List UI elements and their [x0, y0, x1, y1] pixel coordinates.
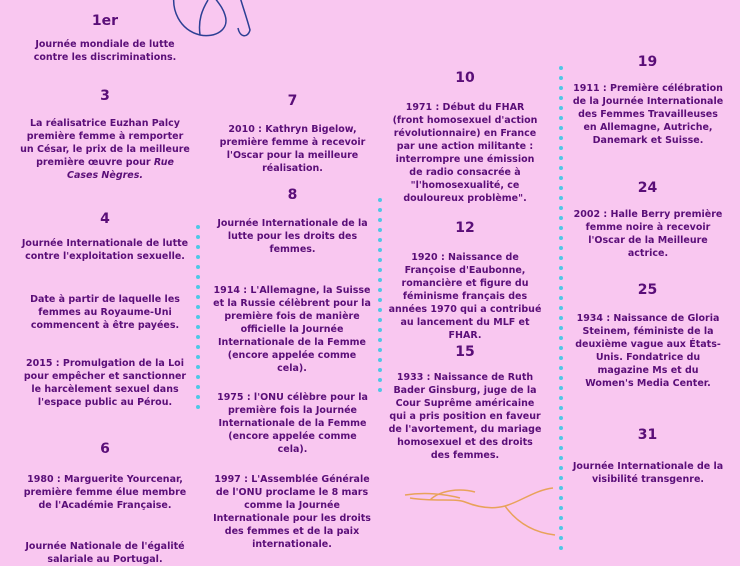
event-text: 2015 : Promulgation de la Loi pour empêcher et sanctionner le harcèlement sexuel dans l'espace public au Pérou.: [23, 358, 187, 408]
event-text: Journée Internationale de lutte contre l'exploitation sexuelle.: [21, 238, 189, 262]
date-12: 12: [455, 220, 475, 236]
date-25: 25: [637, 282, 658, 298]
event-text: 1980 : Marguerite Yourcenar, première femme élue membre de l'Académie Française.: [23, 474, 187, 511]
film-title: Rue Cases Nègres.: [66, 157, 174, 181]
date-15: 15: [455, 344, 475, 360]
event-text: 1914 : L'Allemagne, la Suisse et la Russie célèbrent pour la première fois de manière officielle la Journée Internationale de la Femme (encore appelée comme cela).: [213, 285, 371, 374]
date-19: 19: [637, 54, 658, 70]
hand-bottom-illustration: [405, 480, 565, 540]
date-10: 10: [455, 70, 475, 86]
event-text: Date à partir de laquelle les femmes au Royaume-Uni commencent à être payées.: [30, 294, 180, 331]
event-text: 2002 : Halle Berry première femme noire à recevoir l'Oscar de la Meilleure actrice.: [573, 209, 723, 259]
date-31: 31: [637, 427, 658, 443]
date-8: 8: [287, 187, 298, 203]
date-7: 7: [287, 93, 298, 109]
event-text: 1934 : Naissance de Gloria Steinem, féministe de la deuxième vague aux États-Unis. Fondatrice du magazine Ms et du Women's Media Center.: [575, 313, 721, 389]
date-1er: 1er: [91, 13, 119, 29]
event-text: Journée Internationale de la lutte pour les droits des femmes.: [217, 218, 368, 255]
date-24: 24: [637, 180, 658, 196]
divider-dots-1: [196, 225, 200, 415]
divider-dots-2: [378, 198, 382, 398]
event-text: Journée Internationale de la visibilité transgenre.: [572, 461, 724, 485]
event-text: La réalisatrice Euzhan Palcy première femme à remporter un César, le prix de la meilleure première œuvre pour Rue Cases Nègres.: [20, 118, 190, 181]
event-text: 1975 : l'ONU célèbre pour la première fois la Journée Internationale de la Femme (encore appelée comme cela).: [217, 392, 368, 455]
event-text: 1971 : Début du FHAR (front homosexuel d'action révolutionnaire) en France par une action militante : interrompre une émission de radio consacrée à "l'homosexualité, ce douloureux problème".: [392, 102, 538, 204]
event-text: 1911 : Première célébration de la Journée Internationale des Femmes Travailleuses en Allemagne, Autriche, Danemark et Suisse.: [572, 83, 724, 146]
date-6: 6: [100, 441, 110, 457]
date-4: 4: [100, 211, 110, 227]
divider-dots-3: [559, 66, 563, 556]
date-3: 3: [100, 88, 110, 104]
event-text: 1933 : Naissance de Ruth Bader Ginsburg, juge de la Cour Suprême américaine qui a pris position en faveur de l'avortement, du mariage homosexuel et des droits des femmes.: [388, 372, 542, 461]
event-text: 2010 : Kathryn Bigelow, première femme à recevoir l'Oscar pour la meilleure réalisation.: [219, 124, 366, 174]
event-text: 1997 : L'Assemblée Générale de l'ONU proclame le 8 mars comme la Journée Internationale pour les droits des femmes et de la paix internationale.: [213, 474, 371, 550]
event-text: Journée mondiale de lutte contre les discriminations.: [33, 39, 177, 63]
event-text: 1920 : Naissance de Françoise d'Eaubonne, romancière et figure du féminisme français des années 1970 qui a contribué au lancement du MLF et FHAR.: [388, 252, 542, 341]
event-text: Journée Nationale de l'égalité salariale au Portugal.: [25, 541, 185, 565]
